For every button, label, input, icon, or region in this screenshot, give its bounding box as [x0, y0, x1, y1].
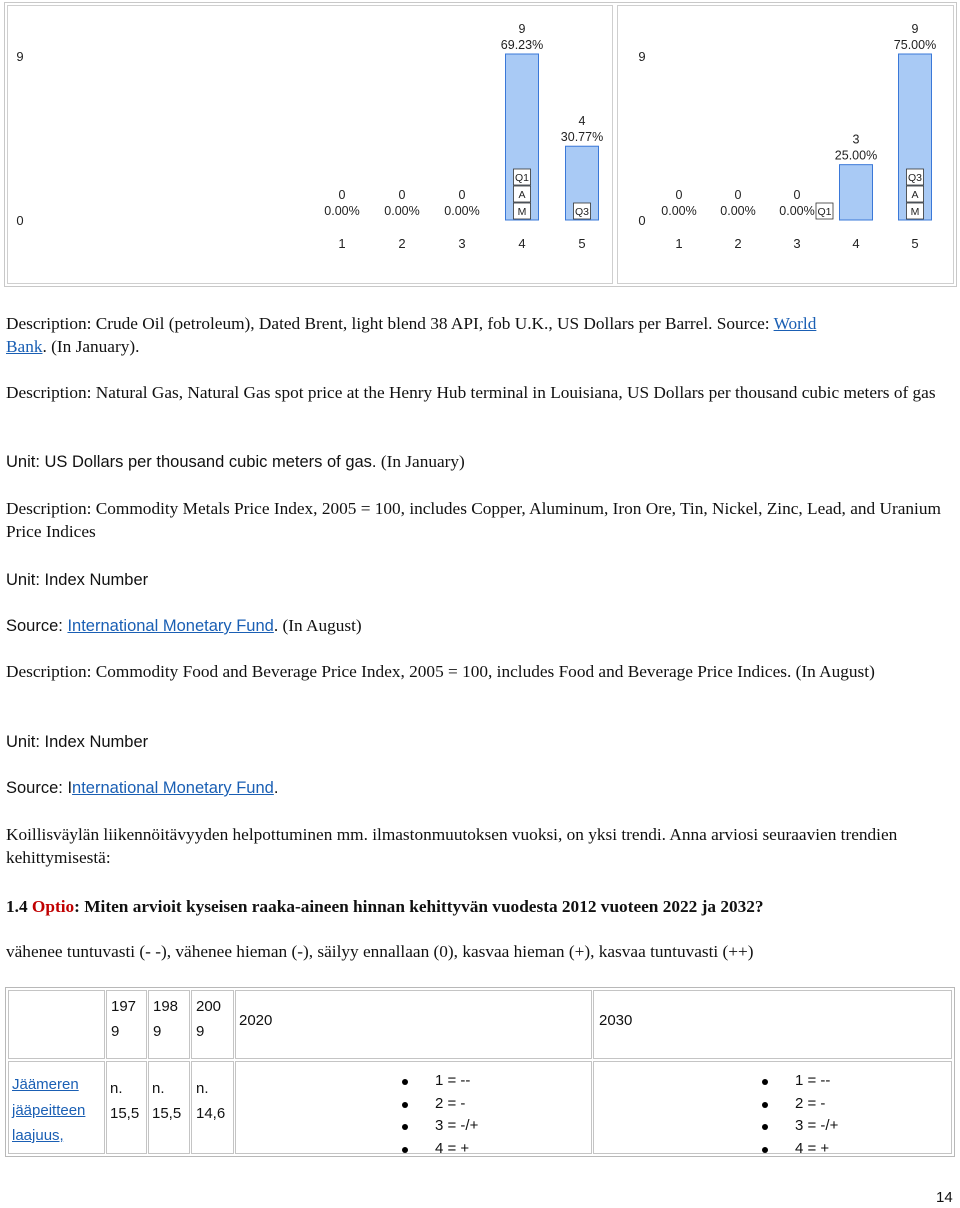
marker-label: Q1 — [514, 172, 530, 184]
trend-intro: Koillisväylän liikennöitävyyden helpottuminen mm. ilmastonmuutoksen vuoksi, on yksi trendi. Anna arviosi seuraavien trendien kehittymisestä: — [6, 825, 898, 867]
marker-label: Q3 — [574, 206, 590, 218]
natural-gas-unit: Unit: US Dollars per thousand cubic meters of gas. (In January) — [6, 452, 465, 471]
header-1989: 198 9 — [148, 990, 190, 1059]
bar-percent-label: 0.00% — [720, 204, 756, 218]
header-2030: 2030 — [593, 990, 952, 1059]
options-2020-cell: 1 = -- 2 = - 3 = -/+ 4 = + — [235, 1061, 592, 1154]
charts-table — [4, 2, 957, 287]
marker-label: Q3 — [907, 172, 923, 184]
row-label-cell — [8, 1061, 105, 1154]
bar-percent-label: 0.00% — [444, 204, 480, 218]
bar — [840, 165, 873, 220]
chart-cell-left — [7, 5, 613, 284]
imf-link-2[interactable]: nternational Monetary Fund — [72, 779, 274, 797]
x-category-label: 4 — [852, 236, 860, 251]
y-tick-label: 9 — [638, 49, 646, 64]
x-category-label: 1 — [675, 236, 683, 251]
x-category-label: 3 — [458, 236, 466, 251]
value-1989: n. 15,5 — [148, 1061, 190, 1154]
marker-label: M — [910, 206, 920, 218]
header-blank — [8, 990, 105, 1059]
scale-legend: vähenee tuntuvasti (- -), vähenee hieman (-), säilyy ennallaan (0), kasvaa hieman (+), kasvaa tuntuvasti (++) — [6, 942, 754, 961]
y-tick-label: 9 — [16, 49, 24, 64]
food-description: Description: Commodity Food and Beverage Price Index, 2005 = 100, includes Food and Beverage Price Indices. (In August) — [6, 662, 875, 681]
bar-chart-gas — [618, 6, 953, 283]
bullet-icon — [762, 1124, 768, 1130]
natural-gas-description: Description: Natural Gas, Natural Gas spot price at the Henry Hub terminal in Louisiana, US Dollars per thousand cubic meters of gas — [6, 383, 936, 402]
value-1979: n. 15,5 — [106, 1061, 147, 1154]
world-bank-link[interactable]: World Bank — [6, 314, 817, 356]
arctic-ice-extent-link[interactable]: Jäämeren jääpeitteen laajuus, — [12, 1076, 86, 1144]
x-category-label: 1 — [338, 236, 346, 251]
food-unit: Unit: Index Number — [6, 733, 149, 751]
bar-percent-label: 0.00% — [779, 204, 815, 218]
metals-description: Description: Commodity Metals Price Index, 2005 = 100, includes Copper, Aluminum, Iron Ore, Tin, Nickel, Zinc, Lead, and Uranium Price Indices — [6, 499, 941, 541]
crude-oil-description: Description: Crude Oil (petroleum), Dated Brent, light blend 38 API, fob U.K., US Dollars per Barrel. Source: World Bank. (In January). — [6, 314, 817, 356]
marker-label: Q1 — [817, 206, 832, 218]
bar-percent-label: 30.77% — [560, 130, 604, 145]
bullet-icon — [402, 1079, 408, 1085]
marker-label: M — [517, 206, 527, 218]
bar-percent-label: 0.00% — [661, 204, 697, 218]
x-category-label: 3 — [793, 236, 801, 251]
bar-count-label: 0 — [398, 188, 406, 202]
bar-count-label: 0 — [338, 188, 346, 202]
value-2009: n. 14,6 — [191, 1061, 234, 1154]
bar-count-label: 0 — [458, 188, 466, 202]
x-category-label: 5 — [911, 236, 919, 251]
trend-form-table — [5, 987, 955, 1157]
food-source: Source: International Monetary Fund. — [6, 779, 279, 797]
x-category-label: 5 — [578, 236, 586, 251]
bar-percent-label: 25.00% — [834, 148, 878, 163]
bullet-icon — [402, 1124, 408, 1130]
bullet-icon — [762, 1147, 768, 1153]
bar-count-label: 9 — [911, 22, 919, 36]
options-2030-cell: 1 = -- 2 = - 3 = -/+ 4 = + — [593, 1061, 952, 1154]
header-1979: 197 9 — [106, 990, 147, 1059]
x-category-label: 2 — [398, 236, 406, 251]
x-category-label: 2 — [734, 236, 742, 251]
header-2020: 2020 — [235, 990, 592, 1059]
bullet-icon — [402, 1147, 408, 1153]
imf-link-1[interactable]: International Monetary Fund — [67, 617, 274, 635]
x-category-label: 4 — [518, 236, 526, 251]
bar-percent-label: 75.00% — [893, 38, 937, 52]
bar-count-label: 3 — [852, 132, 860, 147]
bullet-icon — [762, 1079, 768, 1085]
bar-count-label: 0 — [675, 188, 683, 202]
bar-percent-label: 0.00% — [324, 204, 360, 218]
bar-chart-oil — [8, 6, 612, 283]
bar-percent-label: 0.00% — [384, 204, 420, 218]
metals-unit: Unit: Index Number — [6, 571, 149, 589]
bar-count-label: 0 — [734, 188, 742, 202]
chart-cell-right — [617, 5, 954, 284]
bar-count-label: 4 — [578, 114, 586, 129]
bar-count-label: 9 — [518, 22, 526, 36]
marker-label: A — [518, 189, 526, 201]
question-heading: 1.4 Optio: Miten arvioit kyseisen raaka-aineen hinnan kehittyvän vuodesta 2012 vuoteen 2022 ja 2032? — [6, 897, 764, 916]
y-tick-label: 0 — [16, 213, 24, 228]
bar-count-label: 0 — [793, 188, 801, 202]
marker-label: A — [911, 189, 919, 201]
header-2009: 200 9 — [191, 990, 234, 1059]
bullet-icon — [402, 1102, 408, 1108]
metals-source: Source: International Monetary Fund. (In August) — [6, 616, 362, 635]
bar-percent-label: 69.23% — [500, 38, 544, 52]
page-number: 14 — [936, 1189, 953, 1206]
bullet-icon — [762, 1102, 768, 1108]
y-tick-label: 0 — [638, 213, 646, 228]
